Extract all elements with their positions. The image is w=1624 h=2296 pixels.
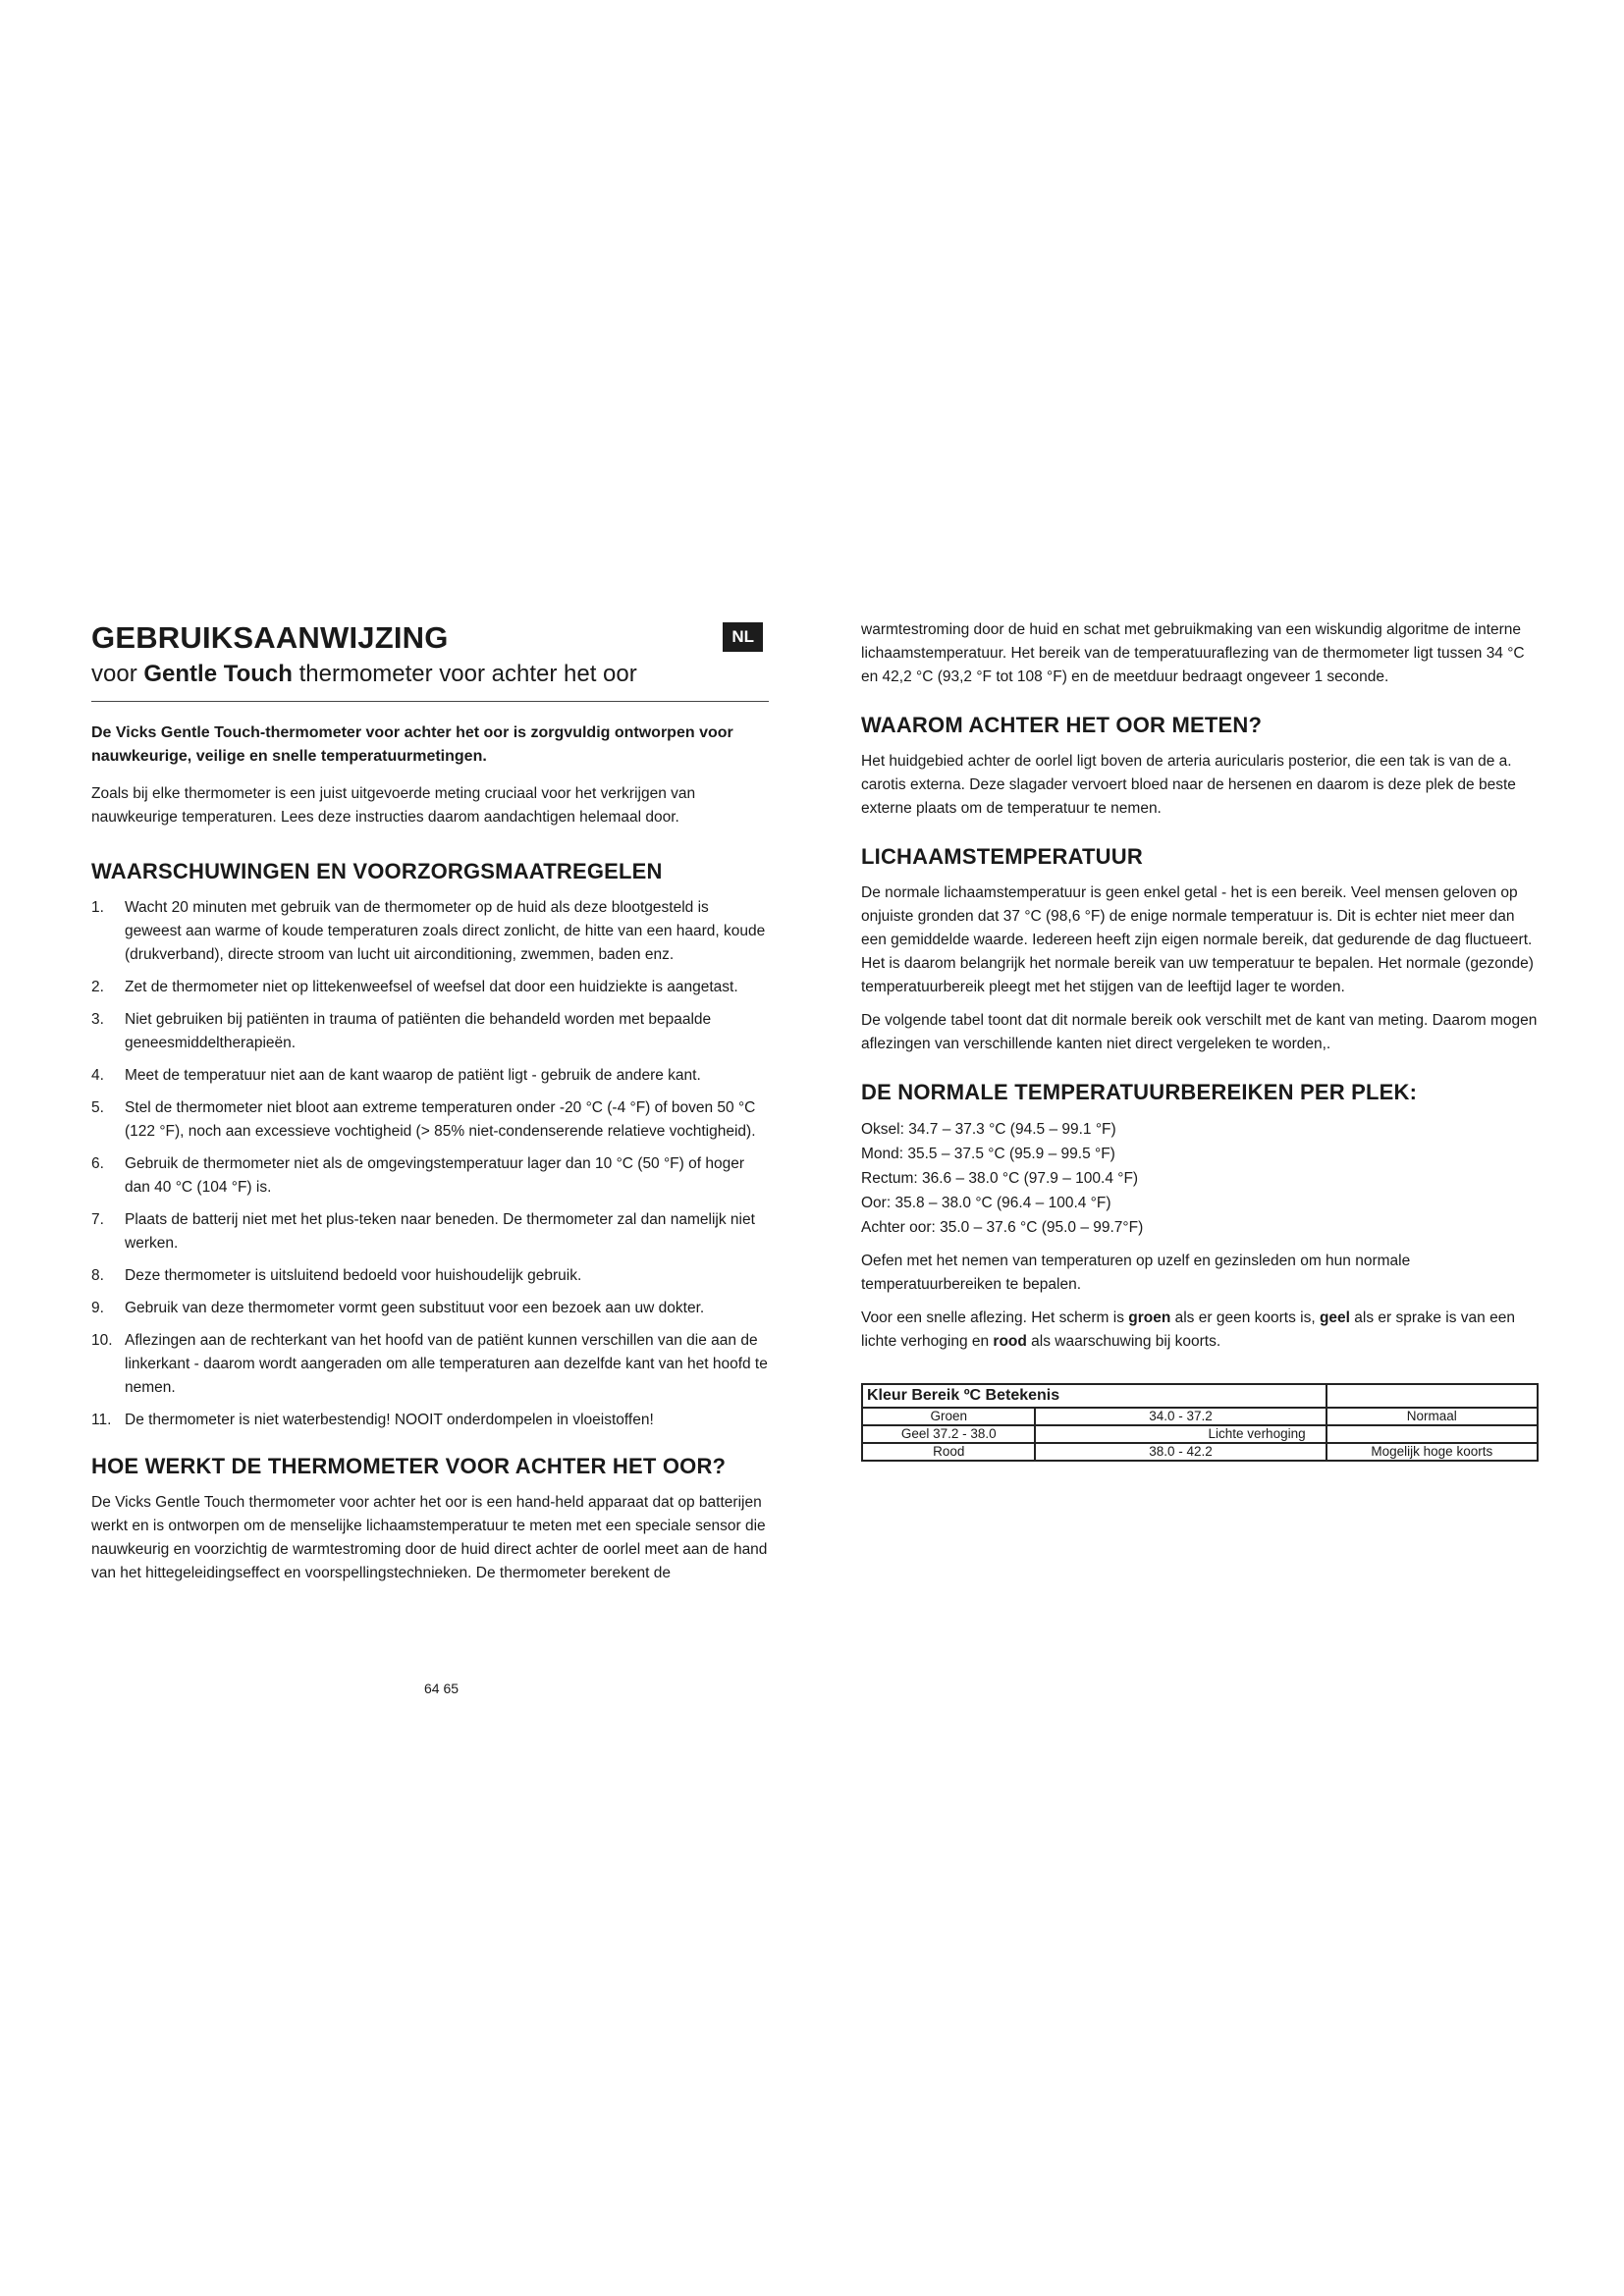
list-item: Rectum: 36.6 – 38.0 °C (97.9 – 100.4 °F) — [861, 1170, 1139, 1187]
table-cell — [1326, 1384, 1538, 1408]
warnings-list — [91, 896, 769, 1432]
table-header: Kleur Bereik ºC Betekenis — [862, 1384, 1326, 1408]
item-number: 5. — [91, 1099, 104, 1116]
page-subtitle — [91, 658, 769, 691]
list-item: Oor: 35.8 – 38.0 °C (96.4 – 100.4 °F) — [861, 1195, 1111, 1211]
table-cell: Normaal — [1326, 1408, 1538, 1425]
list-item — [91, 1008, 769, 1055]
item-text: Zet de thermometer niet op littekenweefsel of weefsel dat door een huidziekte is aangetast. — [125, 979, 738, 995]
item-number: 10. — [91, 1332, 113, 1349]
item-text: Plaats de batterij niet met het plus-teken naar beneden. De thermometer zal dan namelijk niet werken. — [125, 1211, 755, 1252]
item-text: Meet de temperatuur niet aan de kant waarop de patiënt ligt - gebruik de andere kant. — [125, 1067, 701, 1084]
list-item — [91, 1208, 769, 1255]
list-item: Oksel: 34.7 – 37.3 °C (94.5 – 99.1 °F) — [861, 1121, 1116, 1138]
page-title: GEBRUIKSAANWIJZING — [91, 620, 449, 655]
language-badge: NL — [723, 622, 763, 652]
list-item — [91, 1409, 769, 1432]
item-number: 7. — [91, 1211, 104, 1228]
table-cell: Groen — [862, 1408, 1035, 1425]
warnings-heading: WAARSCHUWINGEN EN VOORZORGSMAATREGELEN — [91, 859, 663, 883]
item-text: Deze thermometer is uitsluitend bedoeld voor huishoudelijk gebruik. — [125, 1267, 582, 1284]
item-number: 4. — [91, 1067, 104, 1084]
table-header-row — [862, 1384, 1538, 1408]
subtitle-suffix: thermometer voor achter het oor — [292, 661, 637, 687]
quick-green: groen — [1128, 1309, 1171, 1326]
how-heading: HOE WERKT DE THERMOMETER VOOR ACHTER HET OOR? — [91, 1454, 727, 1478]
table-cell: 38.0 - 42.2 — [1035, 1443, 1326, 1461]
subtitle-prefix: voor — [91, 661, 144, 687]
item-number: 3. — [91, 1011, 104, 1028]
list-item: Achter oor: 35.0 – 37.6 °C (95.0 – 99.7°F) — [861, 1219, 1144, 1236]
spacer — [861, 999, 1539, 1009]
practice-text: Oefen met het nemen van temperaturen op uzelf en gezinsleden om hun normale temperatuurbereiken te bepalen. — [861, 1253, 1411, 1293]
left-column — [91, 618, 769, 1585]
table-row — [862, 1408, 1538, 1425]
title-block — [91, 618, 769, 691]
page-numbers: 64 65 — [424, 1681, 460, 1696]
quick-yellow: geel — [1319, 1309, 1350, 1326]
table-cell: Mogelijk hoge koorts — [1326, 1443, 1538, 1461]
list-item — [91, 1264, 769, 1288]
item-number: 9. — [91, 1300, 104, 1316]
list-item — [91, 1064, 769, 1088]
color-range-table — [861, 1383, 1539, 1462]
how-text-continued: warmtestroming door de huid en schat met gebruikmaking van een wiskundig algoritme de interne lichaamstemperatuur. Het bereik van de temperatuuraflezing van de thermometer ligt tussen 34 °C en 42,2 °C (93,2 °F tot 108 °F) en de meetduur bedraagt ongeveer 1 seconde. — [861, 621, 1525, 685]
table-cell: Rood — [862, 1443, 1035, 1461]
body-temp-text: De normale lichaamstemperatuur is geen enkel getal - het is een bereik. Veel mensen geloven op onjuiste gronden dat 37 °C (98,6 °F) de enige normale temperatuur is. Dit is echter niet meer dan een gemiddelde waarde. Iedereen heeft zijn eigen normale bereik, dat gedurende de dag fluctueert. Het is daarom belangrijk het normale bereik van uw temperatuur te bepalen. Het normale (gezonde) temperatuurbereik pleegt met het stijgen van de leeftijd lager te worden. — [861, 884, 1534, 995]
item-number: 2. — [91, 979, 104, 995]
list-item — [91, 1329, 769, 1400]
quick-text-mid-1: als er geen koorts is, — [1170, 1309, 1320, 1326]
subtitle-product: Gentle Touch — [143, 661, 293, 687]
quick-red: rood — [993, 1333, 1027, 1350]
list-item: Mond: 35.5 – 37.5 °C (95.9 – 99.5 °F) — [861, 1146, 1115, 1162]
right-column — [861, 618, 1539, 1462]
ranges-heading: DE NORMALE TEMPERATUURBEREIKEN PER PLEK: — [861, 1080, 1418, 1104]
body-temp-heading: LICHAAMSTEMPERATUUR — [861, 844, 1143, 869]
item-text: Aflezingen aan de rechterkant van het hoofd van de patiënt kunnen verschillen van die aan de linkerkant - daarom wordt aangeraden om alle temperaturen aan dezelfde kant van het hoofd te nemen. — [125, 1332, 768, 1396]
item-number: 8. — [91, 1267, 104, 1284]
spacer — [861, 1297, 1539, 1307]
why-heading: WAAROM ACHTER HET OOR METEN? — [861, 713, 1263, 737]
intro-bold: De Vicks Gentle Touch-thermometer voor achter het oor is zorgvuldig ontworpen voor nauwkeurige, veilige en snelle temperatuurmetingen. — [91, 724, 733, 765]
table-row — [862, 1425, 1538, 1443]
ranges-list — [861, 1117, 1539, 1240]
table-cell — [1326, 1425, 1538, 1443]
spacer — [861, 1240, 1539, 1250]
table-cell: Geel 37.2 - 38.0 — [862, 1425, 1035, 1443]
list-item — [91, 1096, 769, 1144]
how-text: De Vicks Gentle Touch thermometer voor achter het oor is een hand-held apparaat dat op batterijen werkt en is ontworpen om de menselijke lichaamstemperatuur te meten met een speciale sensor die nauwkeurig en voorzichtig de warmtestroming door de huid direct achter de oorlel meet aan de hand van het hittegeleidingseffect en voorspellingstechnieken. De thermometer berekent de — [91, 1494, 768, 1581]
table-cell: 34.0 - 37.2 — [1035, 1408, 1326, 1425]
quick-text-post: als waarschuwing bij koorts. — [1026, 1333, 1221, 1350]
item-text: Gebruik van deze thermometer vormt geen substituut voor een bezoek aan uw dokter. — [125, 1300, 705, 1316]
item-number: 11. — [91, 1412, 112, 1428]
table-row — [862, 1443, 1538, 1461]
item-text: Wacht 20 minuten met gebruik van de thermometer op de huid als deze blootgesteld is geweest aan warme of koude temperaturen zoals direct zonlicht, de hitte van een haard, koude (drukverband), directe stroom van lucht uit airconditioning, zwemmen, baden enz. — [125, 899, 766, 963]
list-item — [91, 976, 769, 999]
title-divider — [91, 701, 769, 702]
quick-reading-text — [861, 1307, 1539, 1354]
list-item — [91, 1152, 769, 1200]
item-number: 1. — [91, 899, 104, 916]
intro-text: Zoals bij elke thermometer is een juist uitgevoerde meting cruciaal voor het verkrijgen van nauwkeurige temperaturen. Lees deze instructies daarom aandachtigen helemaal door. — [91, 785, 696, 826]
list-item — [91, 896, 769, 967]
quick-text-mid-2: als er sprake is van een lichte verhoging en — [861, 1309, 1515, 1350]
item-text: Niet gebruiken bij patiënten in trauma of patiënten die behandeld worden met bepaalde geneesmiddeltherapieën. — [125, 1011, 712, 1051]
quick-text-pre: Voor een snelle aflezing. Het scherm is — [861, 1309, 1129, 1326]
list-item — [91, 1297, 769, 1320]
item-text: Gebruik de thermometer niet als de omgevingstemperatuur lager dan 10 °C (50 °F) of hoger dan 40 °C (104 °F) is. — [125, 1155, 744, 1196]
body-temp-text-2: De volgende tabel toont dat dit normale bereik ook verschilt met de kant van meting. Daarom mogen aflezingen van verschillende kanten niet direct vergeleken te worden,. — [861, 1012, 1538, 1052]
item-number: 6. — [91, 1155, 104, 1172]
why-text: Het huidgebied achter de oorlel ligt boven de arteria auricularis posterior, die een tak is van de a. carotis externa. Deze slagader vervoert bloed naar de hersenen en daarom is deze plek de beste externe plaats om de temperatuur te nemen. — [861, 753, 1516, 817]
item-text: De thermometer is niet waterbestendig! NOOIT onderdompelen in vloeistoffen! — [125, 1412, 654, 1428]
table-cell: Lichte verhoging — [1035, 1425, 1326, 1443]
item-text: Stel de thermometer niet bloot aan extreme temperaturen onder -20 °C (-4 °F) of boven 50 °C (122 °F), noch aan excessieve vochtigheid (> 85% niet-condenserende relatieve vochtigheid). — [125, 1099, 756, 1140]
